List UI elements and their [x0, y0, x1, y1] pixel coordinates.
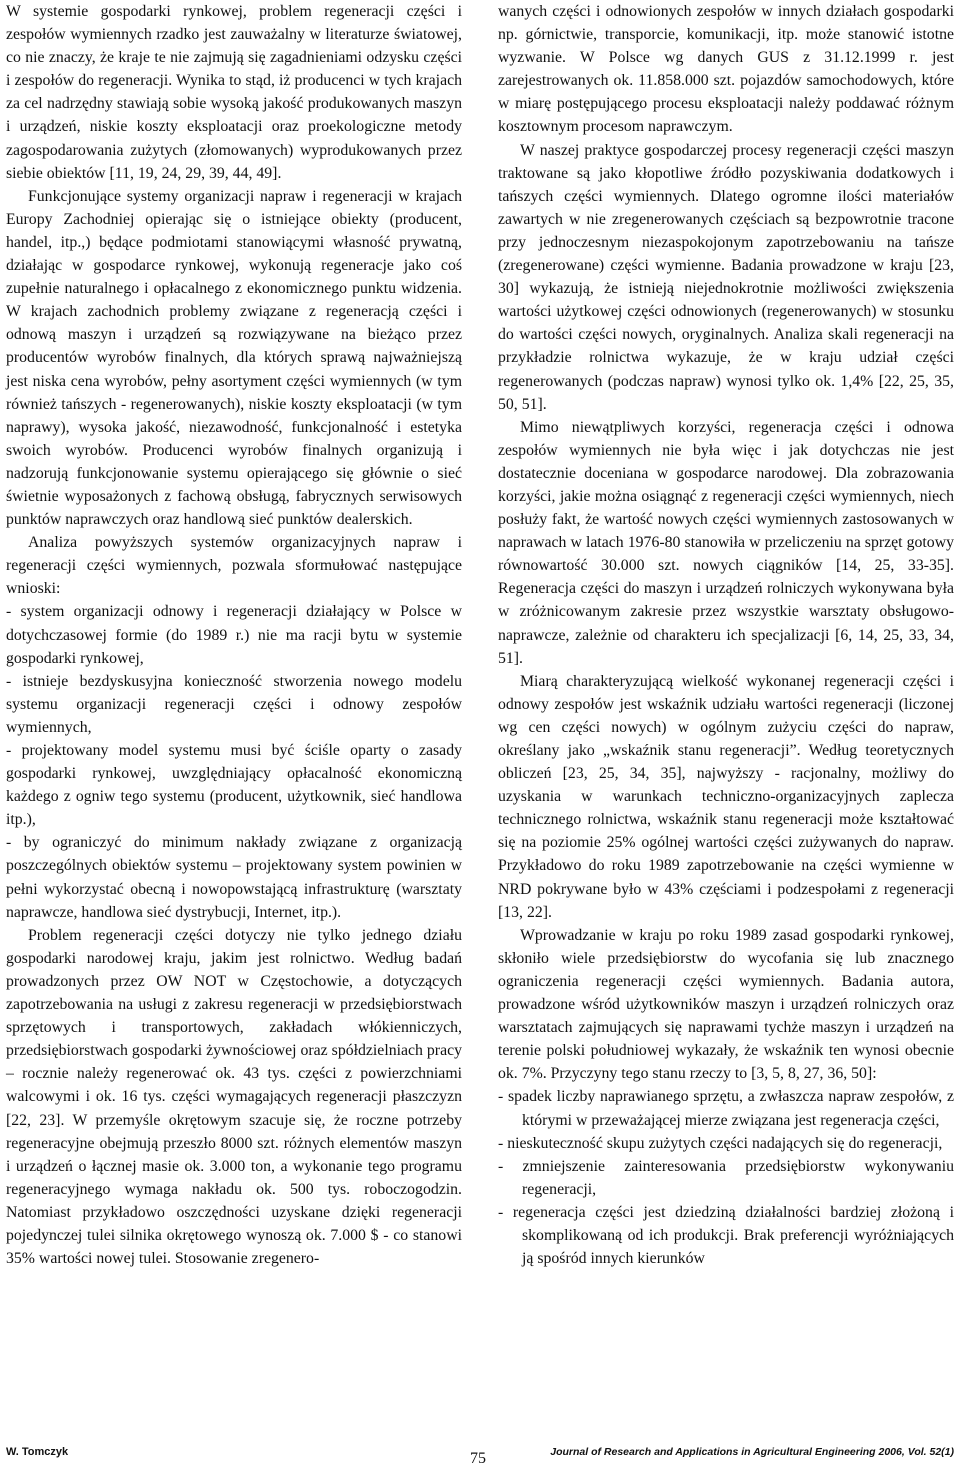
list-item: - zmniejszenie zainteresowania przedsiębiorstw wykonywaniu regeneracji, [498, 1157, 954, 1198]
list-item: - spadek liczby naprawianego sprzętu, a zwłaszcza napraw zespołów, z którymi w przeważającej mierze związana jest regeneracja części, [498, 1088, 954, 1129]
paragraph: Mimo niewątpliwych korzyści, regeneracja części i odnowa zespołów wymiennych nie była więc i jak dotychczas nie jest dostatecznie doceniana w gospodarce narodowej. Dla zobrazowania korzyści, jakie można osiągnąć z regeneracji części wymiennych, niech posłuży fakt, że wartość nowych części wymiennych zastosowanych w naprawach w latach 1976-80 stanowiła w przeliczeniu na sprzęt gotowy równowartość 30.000 szt. nowych ciągników [14, 25, 33-35]. Regeneracja części do maszyn i urządzeń rolniczych wykonywana była w zróżnicowanym zakresie przez wszystkie warsztaty obsługowo-naprawcze, zależnie od charakteru ich specjalizacji [6, 14, 25, 33, 34, 51]. [498, 418, 954, 667]
right-column [498, 0, 954, 1270]
paragraph: wanych części i odnowionych zespołów w innych działach gospodarki np. górnictwie, transporcie, komunikacji, itp. może stanowić istotne wyzwanie. W Polsce wg danych GUS z 31.12.1999 r. jest zarejestrowanych ok. 11.858.000 szt. pojazdów samochodowych, które w miarę postępującego procesu eksploatacji należy poddawać różnym kosztownym procesom naprawczym. [498, 3, 954, 136]
list-item: - by ograniczyć do minimum nakłady związane z organizacją poszczególnych obiektów systemu – projektowany system powinien w pełni wykorzystać obecną i nowopowstającą infrastrukturę (warsztaty naprawcze, handlowa sieć dystrybucji, Internet, itp.). [6, 834, 462, 921]
list-item: - projektowany model systemu musi być ściśle oparty o zasady gospodarki rynkowej, uwzględniający opłacalność ekonomiczną każdego z ogniw tego systemu (producent, użytkownik, sieć handlowa itp.), [6, 742, 462, 829]
paragraph: Analiza powyższych systemów organizacyjnych napraw i regeneracji części wymiennych, pozwala sformułować następujące wnioski: [6, 534, 462, 598]
paragraph: Problem regeneracji części dotyczy nie tylko jednego działu gospodarki narodowej kraju, jakim jest rolnictwo. Według badań prowadzonych przez OW NOT w Częstochowie, a dotyczących zapotrzebowania na usługi z zakresu regeneracji w przedsiębiorstwach sprzętowych i transportowych, zakładach włókienniczych, przedsiębiorstwach gospodarki żywnościowej oraz spółdzielniach pracy – rocznie należy regenerować ok. 43 tys. części z powierzchniami walcowymi i ok. 16 tys. części wymagających regeneracji płaszczyzn [22, 23]. W przemyśle okrętowym szacuje się, że roczne potrzeby regeneracyjne obejmują przeszło 8000 szt. różnych elementów maszyn i urządzeń o łącznej masie ok. 3.000 ton, a wykonanie tego programu regeneracyjnego wymaga nakładu ok. 500 tys. roboczogodzin. Natomiast przykładowo oszczędności uzyskane dzięki regeneracji pojedynczej tulei silnika okrętowego wynoszą ok. 7.000 $ - co stanowi 35% wartości nowej tulei. Stosowanie zregenero- [6, 926, 462, 1268]
paragraph: Funkcjonujące systemy organizacji napraw i regeneracji w krajach Europy Zachodniej opierając się o istniejące obiekty (producent, handel, itp.,) będące podmiotami stanowiącymi własność prywatną, działając w gospodarce rynkowej, wykonują regeneracje jako coś zupełnie naturalnego i opłacalnego z ekonomicznego punktu widzenia. W krajach zachodnich problemy związane z regeneracją części i odnową maszyn i urządzeń są rozwiązywane na bieżąco przez producentów wyrobów finalnych, dla których sprawą najważniejszą jest niska cena wyrobów, pełny asortyment części wymiennych (w tym również tańszych - regenerowanych), niskie koszty eksploatacji (w tym naprawy), wysoka jakość, niezawodność, funkcjonalność i estetyka swoich wyrobów. Producenci wyrobów finalnych organizują i nadzorują funkcjonowanie systemu opierającego się głównie o sieć świetnie wyposażonych z fachową obsługą, fabrycznych serwisowych punktów naprawczych oraz handlową sieć punktów dealerskich. [6, 187, 462, 529]
paragraph: Wprowadzanie w kraju po roku 1989 zasad gospodarki rynkowej, skłoniło wiele przedsiębiorstw do wycofania się lub znacznego ograniczenia regeneracji części wymiennych. Badania autora, prowadzone wśród użytkowników maszyn i urządzeń rolniczych oraz warsztatach zajmujących się naprawami tychże maszyn i urządzeń na terenie polski południowej wykazały, że wskaźnik ten wynosi obecnie ok. 7%. Przyczyny tego stanu rzeczy to [3, 5, 8, 27, 36, 50]: [498, 926, 954, 1083]
page-footer [0, 1444, 960, 1468]
list-item: - nieskuteczność skupu zużytych części nadających się do regeneracji, [498, 1134, 943, 1152]
left-column [6, 0, 462, 1270]
footer-author: W. Tomczyk [6, 1446, 69, 1458]
list-item: - regeneracja części jest dziedziną działalności bardziej złożoną i skomplikowaną od ich produkcji. Brak preferencji wyróżniających ją spośród innych kierunków [498, 1203, 954, 1268]
footer-journal: Journal of Research and Applications in Agricultural Engineering 2006, Vol. 52(1) [550, 1446, 954, 1458]
page-number: 75 [470, 1450, 486, 1467]
list-item: - system organizacji odnowy i regeneracji działający w Polsce w dotychczasowej formie (do 1989 r.) nie ma racji bytu w systemie gospodarki rynkowej, [6, 603, 462, 667]
list-item: - istnieje bezdyskusyjna konieczność stworzenia nowego modelu systemu organizacji regeneracji części i odnowy zespołów wymiennych, [6, 672, 462, 736]
paragraph: Miarą charakteryzującą wielkość wykonanej regeneracji części i odnowy zespołów jest wskaźnik udziału wartości regeneracji (liczonej wg cen części nowych) w ogólnym zużyciu części do napraw, określany jako „wskaźnik stanu regeneracji”. Według teoretycznych obliczeń [23, 25, 34, 35], najwyższy - racjonalny, możliwy do uzyskania w warunkach techniczno-organizacyjnych zaplecza technicznego rolnictwa, wskaźnik stanu regeneracji może kształtować się na poziomie 25% ogólnej wartości części zużywanych do napraw. Przykładowo do roku 1989 zapotrzebowanie na części wymienne w NRD pokrywane było w 43% częściami i podzespołami z regeneracji [13, 22]. [498, 672, 954, 921]
paragraph: W naszej praktyce gospodarczej procesy regeneracji części maszyn traktowane są jako kłopotliwe źródło pozyskiwania dodatkowych i tańszych części wymiennych. Dlatego ogromne ilości materiałów zawartych w nie zregenerowanych częściach są bezpowrotnie tracone przy jednoczesnym niezaspokojonym zapotrzebowaniu na tańsze (zregenerowane) części wymienne. Badania prowadzone w kraju [23, 30] wykazują, że istnieją niejednokrotnie możliwości zwiększenia wartości użytkowej części odnowionych (regenerowanych) w stosunku do wartości części nowych, oryginalnych. Analiza skali regeneracji na przykładzie rolnictwa wykazuje, że w kraju udział części regenerowanych (podczas napraw) wynosi tylko ok. 1,4% [22, 25, 35, 50, 51]. [498, 141, 954, 413]
paragraph: W systemie gospodarki rynkowej, problem regeneracji części i zespołów wymiennych rzadko jest zauważalny w literaturze światowej, co nie znaczy, że kraje te nie zajmują się zagadnieniami odzysku części i zespołów do regeneracji. Wynika to stąd, iż producenci w tych krajach za cel nadrzędny stawiają sobie wysoką jakość produkowanych maszyn i urządzeń, niskie koszty eksploatacji oraz proekologiczne metody zagospodarowania zużytych (złomowanych) wyprodukowanych przez siebie obiektów [11, 19, 24, 29, 39, 44, 49]. [6, 3, 462, 182]
